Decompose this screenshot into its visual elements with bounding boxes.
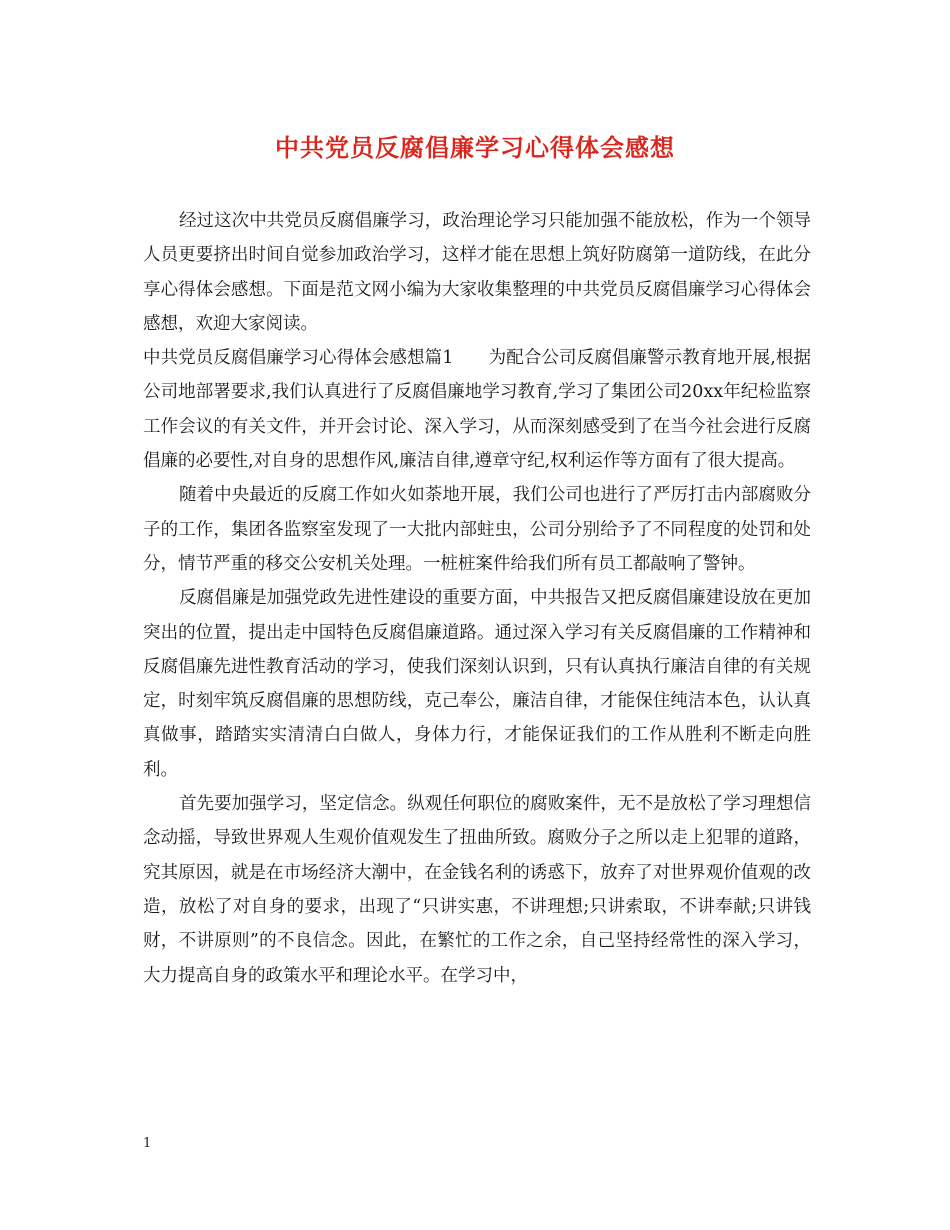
paragraph-party-building: 反腐倡廉是加强党政先进性建设的重要方面，中共报告又把反腐倡廉建设放在更加突出的位置，提出走中国特色反腐倡廉道路。通过深入学习有关反腐倡廉的工作精神和反腐倡廉先进性教育活动的学习，使我们深刻认识到，只有认真执行廉洁自律的有关规定，时刻牢筑反腐倡廉的思想防线，克己奉公，廉洁自律，才能保住纯洁本色，认认真真做事，踏踏实实清清白白做人，身体力行，才能保证我们的工作从胜利不断走向胜利。 (143, 588, 811, 780)
document-body (143, 204, 811, 993)
paragraph-anti-corruption-work: 随着中央最近的反腐工作如火如荼地开展，我们公司也进行了严厉打击内部腐败分子的工作，集团各监察室发现了一大批内部蛀虫，公司分别给予了不同程度的处罚和处分，情节严重的移交公安机关处理。一桩桩案件给我们所有员工都敲响了警钟。 (143, 485, 811, 574)
paragraph-section-1: 中共党员反腐倡廉学习心得体会感想篇1 为配合公司反腐倡廉警示教育地开展,根据公司地部署要求,我们认真进行了反腐倡廉地学习教育,学习了集团公司20xx年纪检监察工作会议的有关文件，并开会讨论、深入学习，从而深刻感受到了在当今社会进行反腐倡廉的必要性,对自身的思想作风,廉洁自律,遵章守纪,权利运作等方面有了很大提高。 (143, 348, 811, 472)
paragraph-strengthen-study: 首先要加强学习，坚定信念。纵观任何职位的腐败案件，无不是放松了学习理想信念动摇，导致世界观人生观价值观发生了扭曲所致。腐败分子之所以走上犯罪的道路，究其原因，就是在市场经济大潮中，在金钱名利的诱惑下，放弃了对世界观价值观的改造，放松了对自身的要求，出现了“只讲实惠，不讲理想;只讲索取，不讲奉献;只讲钱财，不讲原则”的不良信念。因此，在繁忙的工作之余，自己坚持经常性的深入学习，大力提高自身的政策水平和理论水平。在学习中， (143, 794, 811, 986)
paragraph-intro: 经过这次中共党员反腐倡廉学习，政治理论学习只能加强不能放松，作为一个领导人员更要挤出时间自觉参加政治学习，这样才能在思想上筑好防腐第一道防线，在此分享心得体会感想。下面是范文网小编为大家收集整理的中共党员反腐倡廉学习心得体会感想，欢迎大家阅读。 (143, 211, 811, 334)
page-number: 1 (143, 1136, 152, 1151)
document-title: 中共党员反腐倡廉学习心得体会感想 (275, 133, 675, 162)
